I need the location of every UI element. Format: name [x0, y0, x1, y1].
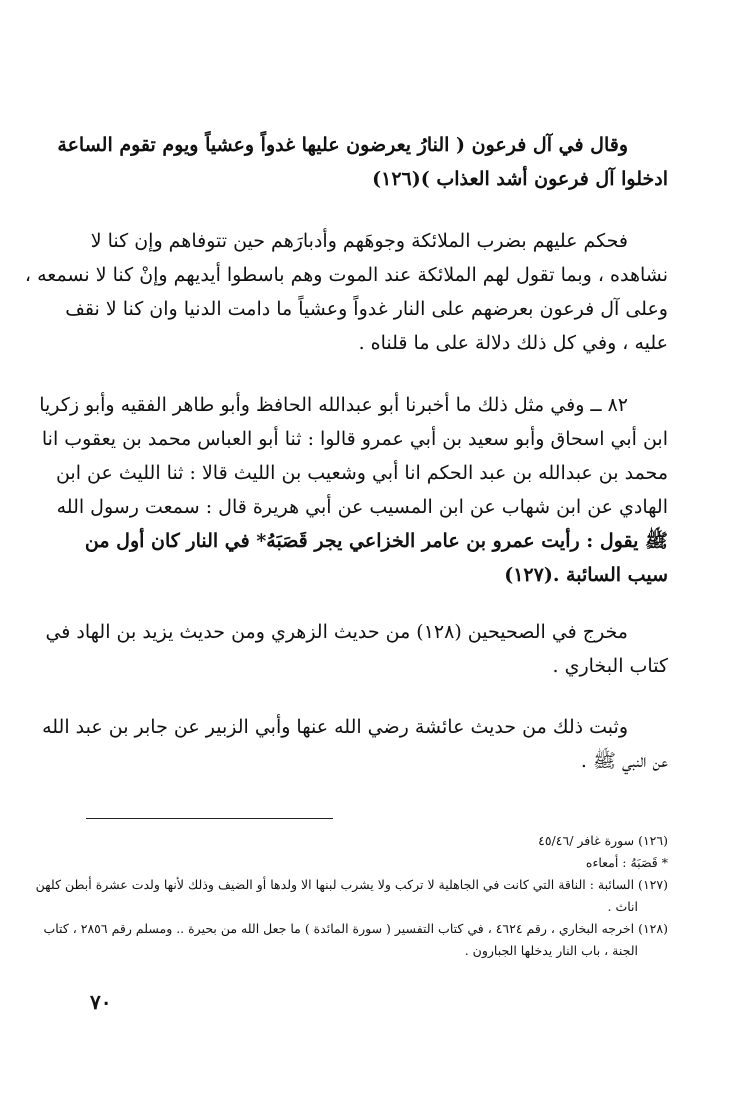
text-line: عن النبي ﷺ . — [580, 750, 668, 772]
text-line: ٨٢ ــ وفي مثل ذلك ما أخبرنا أبو عبدالله الحافظ وأبو طاهر الفقيه وأبو زكريا — [39, 394, 628, 416]
text-line: ﷺ يقول : رأيت عمرو بن عامر الخزاعي يجر قَصَبَهُ* في النار كان أول من — [84, 530, 668, 552]
text-line: ابن أبي اسحاق وأبو سعيد بن أبي عمرو قالوا : ثنا أبو العباس محمد بن يعقوب انا — [41, 428, 668, 450]
footnote-divider — [86, 818, 333, 819]
footnote-star: * قَصَبَهُ : أمعاءه — [585, 855, 668, 870]
page-number: ٧٠ — [90, 990, 112, 1014]
footnote-127-cont: اناث . — [607, 899, 638, 914]
text-line: كتاب البخاري . — [552, 655, 668, 677]
text-line: مخرج في الصحيحين (١٢٨) من حديث الزهري ومن حديث يزيد بن الهاد في — [45, 621, 628, 643]
text-line: فحكم عليهم بضرب الملائكة وجوهَهم وأدبارَهم حين تتوفاهم وإن كنا لا — [90, 230, 628, 252]
text-line: عليه ، وفي كل ذلك دلالة على ما قلناه . — [358, 332, 668, 354]
text-line: سيب السائبة .(١٢٧) — [504, 564, 668, 586]
text-line: وقال في آل فرعون ( النارُ يعرضون عليها غدواً وعشياً ويوم تقوم الساعة — [57, 134, 628, 156]
footnote-128: (١٢٨) اخرجه البخاري ، رقم ٤٦٢٤ ، في كتاب التفسير ( سورة المائدة ) ما جعل الله من بحيرة .. ومسلم رقم ٢٨٥٦ ، كتاب — [43, 921, 668, 936]
paragraph-commentary — [24, 224, 668, 360]
paragraph-takhrij — [45, 615, 668, 683]
paragraph-quran-verse — [57, 128, 668, 196]
text-line: محمد بن عبدالله بن عبد الحكم انا أبي وشعيب بن الليث قالا : ثنا الليث عن ابن — [55, 462, 668, 484]
text-line: وعلى آل فرعون بعرضهم على النار غدواً وعشياً ما دامت الدنيا وان كنا لا نقف — [65, 298, 668, 320]
footnotes — [35, 830, 668, 962]
footnote-126: (١٢٦) سورة غافر /٤٥/٤٦ — [538, 833, 668, 848]
footnote-127: (١٢٧) السائبة : الناقة التي كانت في الجاهلية لا تركب ولا يشرب لبنها الا ولدها أو الضيف وذلك لأنها ولدت عشرة أبطن كلهن — [35, 877, 668, 892]
text-line: الهادي عن ابن شهاب عن ابن المسيب عن أبي هريرة قال : سمعت رسول الله — [56, 496, 668, 518]
paragraph-hadith-82 — [39, 388, 668, 592]
text-line: ادخلوا آل فرعون أشد العذاب )(١٢٦) — [372, 168, 668, 190]
text-line: وثبت ذلك من حديث عائشة رضي الله عنها وأبي الزبير عن جابر بن عبد الله — [42, 716, 628, 738]
footnote-128-cont: الجنة ، باب النار يدخلها الجبارون . — [464, 943, 638, 958]
paragraph-confirmation — [42, 710, 668, 778]
text-line: نشاهده ، وبما تقول لهم الملائكة عند الموت وهم باسطوا أيديهم وإنْ كنا لا نسمعه ، — [24, 264, 668, 286]
